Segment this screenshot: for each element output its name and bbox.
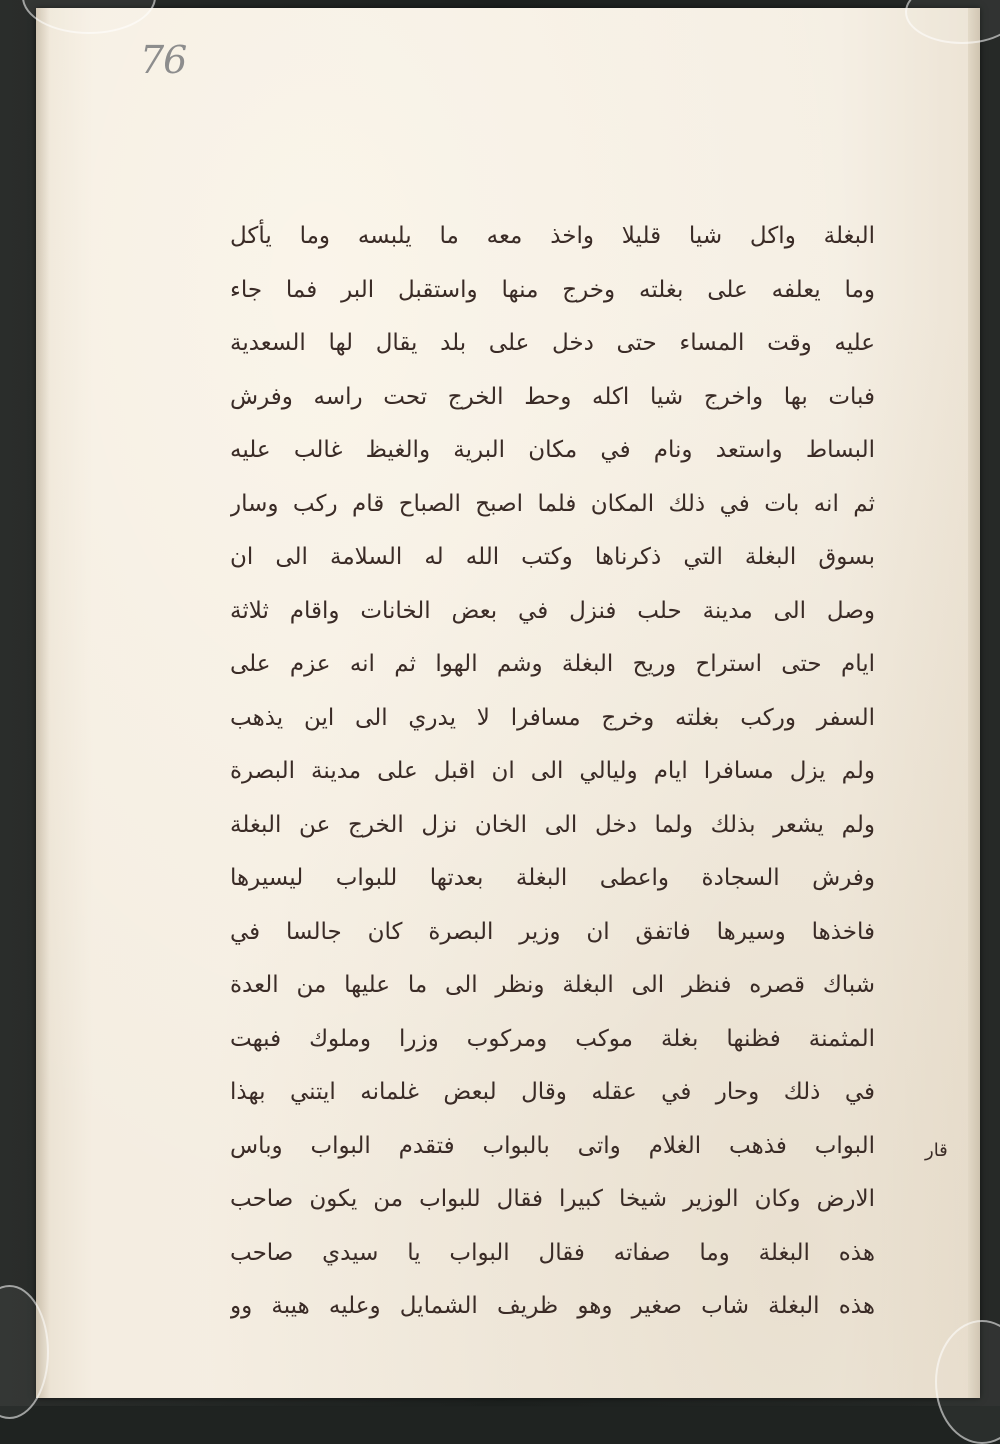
manuscript-line: المثمنة فظنها بغلة موكب ومركوب وزرا وملوك فبهت [230, 1025, 875, 1052]
manuscript-line: هذه البغلة وما صفاته فقال البواب يا سيدي صاحب [230, 1239, 875, 1266]
manuscript-line: ثم انه بات في ذلك المكان فلما اصبح الصباح قام ركب وسار [230, 490, 875, 517]
manuscript-line: البساط واستعد ونام في مكان البرية والغيظ غالب عليه [230, 437, 875, 463]
margin-note: قار [925, 1140, 948, 1161]
manuscript-line: شباك قصره فنظر الى البغلة ونظر الى ما عليها من العدة [230, 972, 875, 998]
manuscript-line: وفرش السجادة واعطى البغلة بعدتها للبواب ليسيرها [230, 865, 875, 891]
manuscript-line: بسوق البغلة التي ذكرناها وكتب الله له السلامة الى ان [230, 544, 875, 570]
manuscript-line: الارض وكان الوزير شيخا كبيرا فقال للبواب من يكون صاحب [230, 1186, 875, 1212]
page-gutter-shadow [36, 8, 50, 1398]
manuscript-line: ايام حتى استراح وريح البغلة وشم الهوا ثم انه عزم على [230, 651, 875, 677]
manuscript-line: فبات بها واخرج شيا اكله وحط الخرج تحت راسه وفرش [230, 383, 875, 410]
manuscript-line: فاخذها وسيرها فاتفق ان وزير البصرة كان جالسا في [230, 918, 875, 945]
manuscript-line: السفر وركب بغلته وخرج مسافرا لا يدري الى اين يذهب [230, 704, 875, 731]
folio-number: 76 [140, 38, 187, 82]
manuscript-line: هذه البغلة شاب صغير وهو ظريف الشمايل وعليه هيبة وو [230, 1293, 875, 1319]
page-edge [968, 8, 980, 1398]
manuscript-line: البواب فذهب الغلام واتى بالبواب فتقدم البواب وباس [230, 1132, 875, 1159]
manuscript-line: وما يعلفه على بغلته وخرج منها واستقبل البر فما جاء [230, 276, 875, 303]
manuscript-text-block [230, 210, 875, 1334]
manuscript-line: ولم يشعر بذلك ولما دخل الى الخان نزل الخرج عن البغلة [230, 811, 875, 838]
manuscript-line: عليه وقت المساء حتى دخل على بلد يقال لها السعدية [230, 330, 875, 356]
manuscript-line: ولم يزل مسافرا ايام وليالي الى ان اقبل على مدينة البصرة [230, 758, 875, 784]
manuscript-line: وصل الى مدينة حلب فنزل في بعض الخانات واقام ثلاثة [230, 597, 875, 624]
manuscript-line: في ذلك وحار في عقله وقال لبعض غلمانه ايتني بهذا [230, 1079, 875, 1105]
manuscript-line: البغلة واكل شيا قليلا واخذ معه ما يلبسه وما يأكل [230, 223, 875, 249]
